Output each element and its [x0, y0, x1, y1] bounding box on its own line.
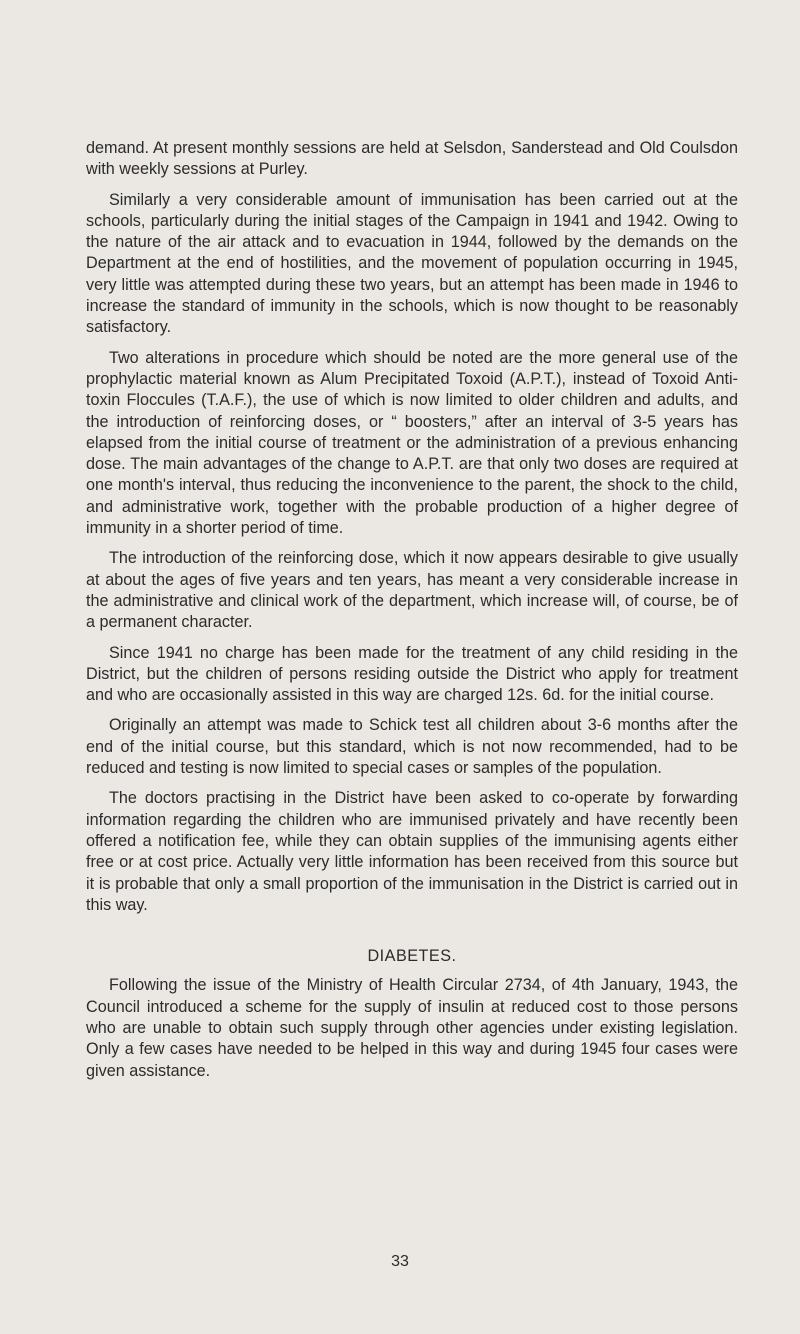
paragraph-doctors: The doctors practising in the District have been asked to co-operate by forwarding information regarding the children who are immunised privately and have recently been offered a notification fee, while they can obtain supplies of the immunising agents either free or at cost price. Actually very little information has been received from this source but it is probable that only a small proportion of the immunisation in the District is carried out in this way.	[86, 789, 738, 914]
paragraph-school-immunisation: Similarly a very considerable amount of immunisation has been carried out at the schools, particularly during the initial stages of the Campaign in 1941 and 1942. Owing to the nature of the air attack and to evacuation in 1944, followed by the demands on the Department at the end of hostilities, and the movement of population occurring in 1945, very little was attempted during these two years, but an attempt has been made in 1946 to increase the standard of immunity in the schools, which is now thought to be reasonably satisfactory.	[86, 190, 738, 337]
paragraph-reinforcing-dose: The introduction of the reinforcing dose, which it now appears desirable to give usually at about the ages of five years and ten years, has meant a very considerable increase in the administrative and clinical work of the department, which increase will, of course, be of a permanent character.	[86, 549, 738, 632]
paragraph-charges: Since 1941 no charge has been made for the treatment of any child residing in the District, but the children of persons residing outside the District who apply for treatment and who are occasionally assisted in this way are charged 12s. 6d. for the initial course.	[86, 643, 738, 705]
paragraph-continuation: demand. At present monthly sessions are held at Selsdon, Sanderstead and Old Coulsdon with weekly sessions at Purley.	[86, 139, 738, 179]
paragraph-diabetes: Following the issue of the Ministry of Health Circular 2734, of 4th January, 1943, the Council introduced a scheme for the supply of insulin at reduced cost to those persons who are unable to obtain such supply through other agencies under existing legislation. Only a few cases have needed to be helped in this way and during 1945 four cases were given assistance.	[86, 976, 738, 1080]
paragraph-schick-test: Originally an attempt was made to Schick test all children about 3-6 months after the end of the initial course, but this standard, which is not now recommended, had to be reduced and testing is now limited to special cases or samples of the population.	[86, 716, 738, 778]
page-number: 33	[391, 1253, 409, 1270]
body-text	[86, 138, 738, 1091]
paragraph-procedure-alterations: Two alterations in procedure which should be noted are the more general use of the prophylactic material known as Alum Precipitated Toxoid (A.P.T.), instead of Toxoid Anti-toxin Floccules (T.A.F.), the use of which is now limited to older children and adults, and the introduction of reinforcing doses, or “ boosters,” after an interval of 3-5 years has elapsed from the initial course of treatment or the administration of a previous enhancing dose. The main advantages of the change to A.P.T. are that only two doses are required at one month's interval, thus reducing the inconvenience to the parent, the shock to the child, and administrative work, together with the probable production of a higher degree of immunity in a shorter period of time.	[86, 348, 738, 538]
section-heading-diabetes: DIABETES.	[367, 947, 457, 966]
